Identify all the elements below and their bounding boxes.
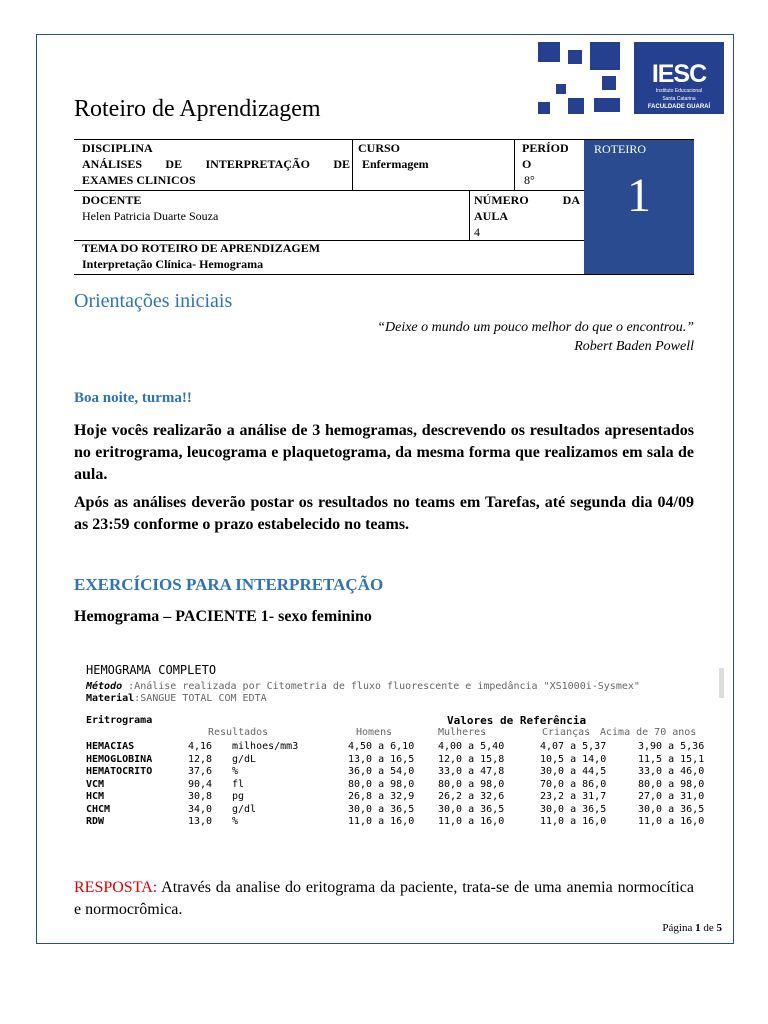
paciente-heading: Hemograma – PACIENTE 1- sexo feminino bbox=[74, 608, 372, 625]
hemo-cell-value: 34,0 bbox=[188, 803, 213, 815]
hemo-cell-idosos: 33,0 a 46,0 bbox=[638, 766, 705, 777]
greeting: Boa noite, turma!! bbox=[74, 390, 192, 406]
hemo-cell-mulheres: 26,2 a 32,6 bbox=[438, 791, 505, 802]
hemo-cell-value: 30,8 bbox=[188, 791, 213, 802]
hemo-cell-unit: g/dL bbox=[232, 753, 257, 765]
hemo-cell-mulheres: 33,0 a 47,8 bbox=[438, 766, 505, 777]
hemo-cell-criancas: 11,0 a 16,0 bbox=[540, 816, 607, 827]
hemo-cell-criancas: 30,0 a 44,5 bbox=[540, 766, 607, 777]
col-mulheres: Mulheres bbox=[438, 727, 487, 738]
hemo-cell-value: 37,6 bbox=[188, 766, 213, 777]
hemo-cell-name: VCM bbox=[86, 778, 105, 790]
resposta-label: RESPOSTA: bbox=[74, 879, 158, 896]
hemo-cell-name: HCM bbox=[86, 791, 105, 802]
resposta-paragraph bbox=[74, 877, 694, 921]
col-criancas: Crianças bbox=[542, 727, 591, 738]
col-idosos: Acima de 70 anos bbox=[600, 727, 697, 738]
resposta-text: Através da analise do eritograma da paciente, trata-se de uma anemia normocítica e normocrômica. bbox=[74, 879, 694, 918]
report-title: HEMOGRAMA COMPLETO bbox=[86, 663, 217, 677]
hemo-cell-criancas: 10,5 a 14,0 bbox=[540, 753, 607, 765]
hemo-cell-idosos: 11,0 a 16,0 bbox=[638, 816, 705, 827]
hemo-cell-name: HEMOGLOBINA bbox=[86, 753, 153, 765]
hemo-cell-unit: % bbox=[232, 766, 239, 777]
col-homens: Homens bbox=[356, 727, 393, 738]
hemo-cell-mulheres: 30,0 a 36,5 bbox=[438, 803, 505, 815]
hemo-cell-name: CHCM bbox=[86, 803, 111, 815]
hemo-cell-homens: 13,0 a 16,5 bbox=[348, 753, 415, 765]
disciplina-cell: DISCIPLINA ANÁLISES DE INTERPRETAÇÃO DE EXAMES CLINICOS bbox=[82, 141, 350, 187]
hemo-cell-idosos: 80,0 a 98,0 bbox=[638, 778, 705, 790]
page-footer: Página 1 de 5 bbox=[662, 922, 722, 934]
hemo-cell-name: HEMATOCRITO bbox=[86, 766, 153, 777]
hemo-cell-idosos: 27,0 a 31,0 bbox=[638, 791, 705, 802]
hemo-cell-value: 13,0 bbox=[188, 816, 213, 827]
hemo-cell-homens: 26,8 a 32,9 bbox=[348, 791, 415, 802]
paragraph-deadline: Após as análises deverão postar os resultados no teams em Tarefas, até segunda dia 04/09 as 23:59 conforme o prazo estabelecido no teams. bbox=[74, 494, 694, 533]
hemo-cell-idosos: 30,0 a 36,5 bbox=[638, 803, 705, 815]
orientacoes-heading: Orientações iniciais bbox=[74, 290, 233, 312]
curso-cell: CURSO Enfermagem bbox=[358, 141, 429, 171]
hemo-cell-homens: 30,0 a 36,5 bbox=[348, 803, 415, 815]
hemo-cell-unit: % bbox=[232, 816, 239, 827]
metodo-line: Método :Análise realizada por Citometria de fluxo fluorescente e impedância "XS1000i-Sysmex" bbox=[86, 681, 640, 692]
hemo-cell-unit: fl bbox=[232, 778, 245, 790]
paragraph-intro: Hoje vocês realizarão a análise de 3 hemogramas, descrevendo os resultados apresentados no eritrograma, leucograma e plaquetograma, da mesma forma que realizamos em sala de aula. bbox=[74, 422, 694, 483]
hemo-cell-name: RDW bbox=[86, 816, 105, 827]
course-info-table bbox=[74, 139, 694, 275]
docente-cell: DOCENTE Helen Patricia Duarte Souza bbox=[82, 193, 219, 223]
hemo-cell-criancas: 4,07 a 5,37 bbox=[540, 741, 607, 752]
hemo-cell-homens: 80,0 a 98,0 bbox=[348, 778, 415, 790]
numero-aula-cell: NÚMERO DA AULA 4 bbox=[474, 193, 580, 239]
hemo-cell-name: HEMACIAS bbox=[86, 741, 135, 752]
hemo-cell-homens: 36,0 a 54,0 bbox=[348, 766, 415, 777]
periodo-cell: PERÍOD O 8° bbox=[522, 141, 569, 187]
hemo-cell-idosos: 11,5 a 15,1 bbox=[638, 753, 705, 765]
tema-cell: TEMA DO ROTEIRO DE APRENDIZAGEM Interpretação Clínica- Hemograma bbox=[82, 241, 321, 271]
hemo-cell-unit: milhoes/mm3 bbox=[232, 741, 299, 752]
col-resultados: Resultados bbox=[208, 727, 269, 738]
hemo-cell-value: 12,8 bbox=[188, 753, 213, 765]
section-eritrograma: Eritrograma bbox=[86, 715, 153, 726]
hemo-cell-mulheres: 80,0 a 98,0 bbox=[438, 778, 505, 790]
quote-block bbox=[194, 318, 694, 356]
hemo-cell-criancas: 23,2 a 31,7 bbox=[540, 791, 607, 802]
report-scrollbar bbox=[719, 668, 724, 698]
roteiro-badge: ROTEIRO 1 bbox=[584, 140, 694, 274]
hemograma-report bbox=[82, 660, 724, 836]
hemo-cell-homens: 11,0 a 16,0 bbox=[348, 816, 415, 827]
hemo-cell-value: 90,4 bbox=[188, 778, 213, 790]
hemo-cell-criancas: 70,0 a 86,0 bbox=[540, 778, 607, 790]
exercicios-heading: EXERCÍCIOS PARA INTERPRETAÇÃO bbox=[74, 575, 384, 594]
hemo-cell-mulheres: 12,0 a 15,8 bbox=[438, 753, 505, 765]
quote-author: Robert Baden Powell bbox=[574, 339, 694, 354]
hemo-cell-idosos: 3,90 a 5,36 bbox=[638, 741, 705, 752]
iesc-logo: IESC Instituto Educacional Santa Catarina FACULDADE GUARAÍ bbox=[538, 40, 724, 116]
document-title: Roteiro de Aprendizagem bbox=[74, 96, 321, 122]
hemo-cell-value: 4,16 bbox=[188, 741, 213, 752]
quote-text: “Deixe o mundo um pouco melhor do que o encontrou.” bbox=[377, 320, 694, 335]
hemo-cell-mulheres: 4,00 a 5,40 bbox=[438, 741, 505, 752]
ref-header: Valores de Referência bbox=[447, 714, 587, 727]
hemo-cell-unit: pg bbox=[232, 791, 245, 802]
hemo-cell-criancas: 30,0 a 36,5 bbox=[540, 803, 607, 815]
hemo-cell-unit: g/dl bbox=[232, 803, 257, 815]
hemo-cell-homens: 4,50 a 6,10 bbox=[348, 741, 415, 752]
material-line: Material:SANGUE TOTAL COM EDTA bbox=[86, 693, 267, 704]
hemo-cell-mulheres: 11,0 a 16,0 bbox=[438, 816, 505, 827]
